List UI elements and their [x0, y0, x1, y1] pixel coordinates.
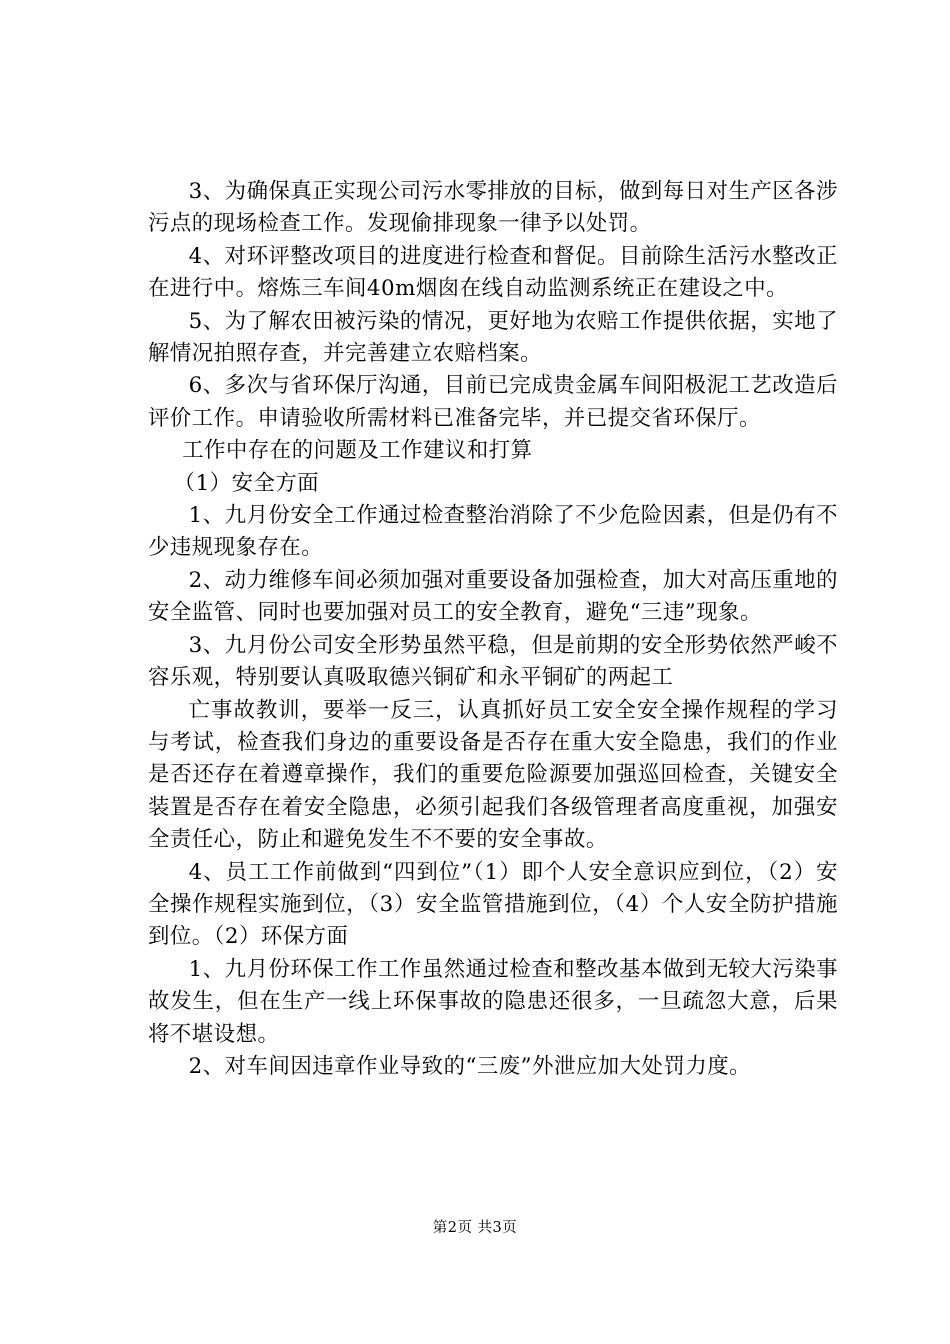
paragraph-item-4: 4、对环评整改项目的进度进行检查和督促。目前除生活污水整改正在进行中。熔炼三车间40m烟囱在线自动监测系统正在建设之中。 — [148, 243, 838, 302]
subsection-heading-safety: （1）安全方面 — [173, 470, 320, 496]
section-heading-issues: 工作中存在的问题及工作建议和打算 — [182, 438, 533, 464]
environment-item-1: 1、九月份环保工作工作虽然通过检查和整改基本做到无较大污染事故发生，但在生产一线上环保事故的隐患还很多，一旦疏忽大意，后果将不堪设想。 — [148, 956, 838, 1047]
safety-item-3-continued: 亡事故教训，要举一反三，认真抓好员工安全安全操作规程的学习与考试，检查我们身边的重要设备是否存在重大安全隐患，我们的作业是否还存在着遵章操作，我们的重要危险源要加强巡回检查，关键安全装置是否存在着安全隐患，必须引起我们各级管理者高度重视，加强安全责任心，防止和避免发生不不要的安全事故。 — [148, 697, 838, 853]
paragraph-item-3: 3、为确保真正实现公司污水零排放的目标，做到每日对生产区各涉污点的现场检查工作。发现偷排现象一律予以处罚。 — [148, 179, 838, 237]
document-body — [148, 176, 838, 1083]
safety-item-4: 4、员工工作前做到“四到位”（1）即个人安全意识应到位，（2）安全操作规程实施到位，（3）安全监管措施到位，（4）个人安全防护措施到位。（2）环保方面 — [148, 859, 838, 950]
paragraph-item-6: 6、多次与省环保厅沟通，目前已完成贵金属车间阳极泥工艺改造后评价工作。申请验收所需材料已准备完毕，并已提交省环保厅。 — [148, 373, 838, 431]
page-footer: 第2页 共3页 — [432, 1220, 518, 1236]
paragraph-item-5: 5、为了解农田被污染的情况，更好地为农赔工作提供依据，实地了解情况拍照存查，并完善建立农赔档案。 — [148, 308, 838, 367]
environment-item-2: 2、对车间因违章作业导致的“三废”外泄应加大处罚力度。 — [188, 1053, 752, 1079]
safety-item-2: 2、动力维修车间必须加强对重要设备加强检查，加大对高压重地的安全监管、同时也要加强对员工的安全教育，避免“三违”现象。 — [148, 567, 838, 626]
safety-item-3: 3、九月份公司安全形势虽然平稳，但是前期的安全形势依然严峻不容乐观，特别要认真吸取德兴铜矿和永平铜矿的两起工 — [148, 632, 838, 691]
safety-item-1: 1、九月份安全工作通过检查整治消除了不少危险因素，但是仍有不少违规现象存在。 — [148, 503, 838, 561]
